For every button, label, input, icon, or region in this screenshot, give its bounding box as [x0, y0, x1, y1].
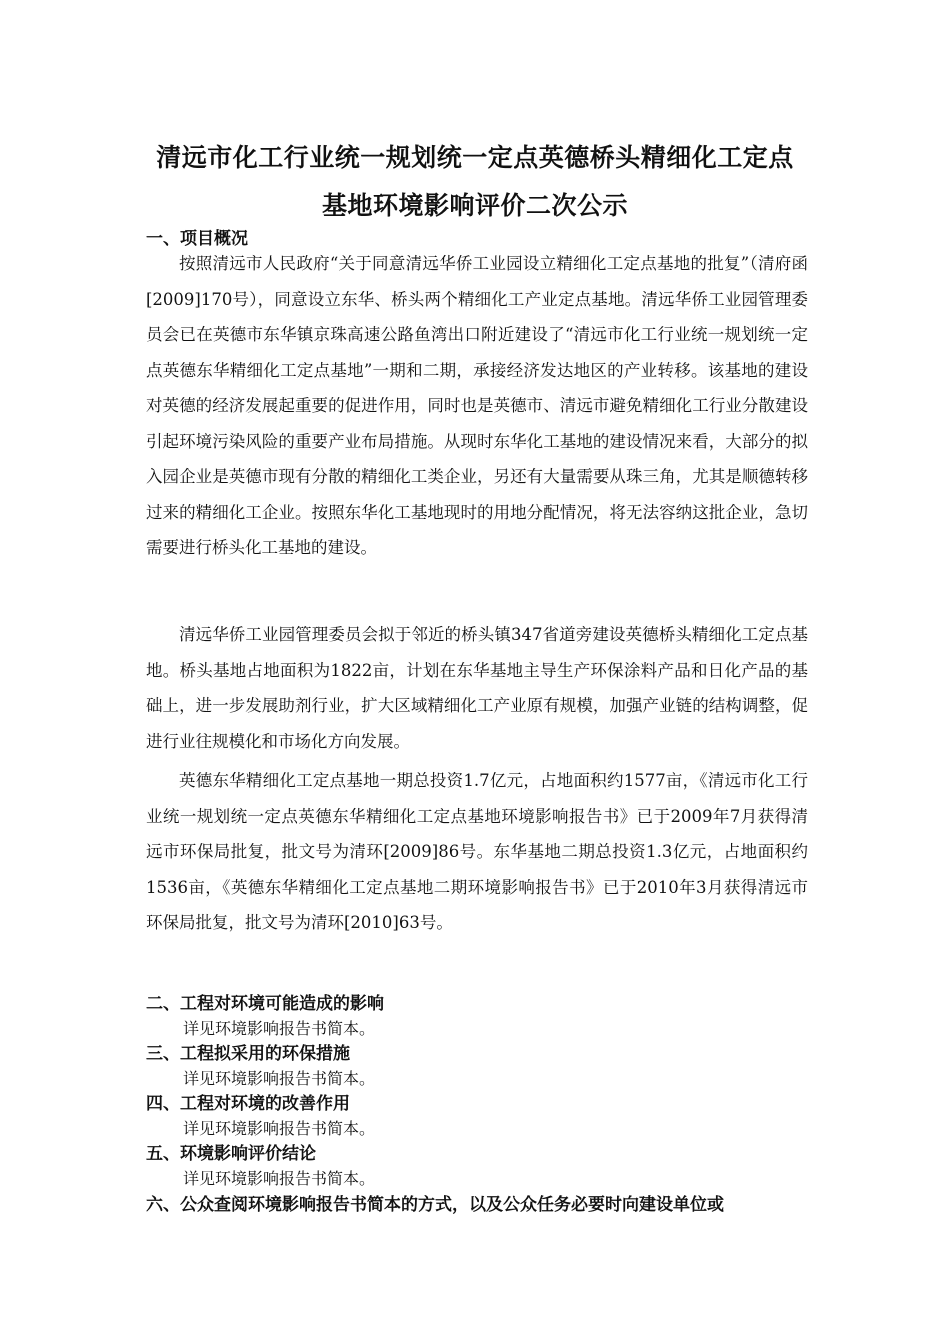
section-2-heading: 二、工程对环境可能造成的影响 — [146, 994, 384, 1014]
section-5-heading: 五、环境影响评价结论 — [146, 1144, 316, 1164]
section-5-body: 详见环境影响报告书简本。 — [183, 1169, 376, 1188]
section-1-heading: 一、项目概况 — [146, 229, 248, 249]
section-4-heading: 四、工程对环境的改善作用 — [146, 1094, 350, 1114]
section-3-body: 详见环境影响报告书简本。 — [183, 1069, 376, 1088]
section-1-paragraph-1: 按照清远市人民政府“关于同意清远华侨工业园设立精细化工定点基地的批复”（清府函[2009]170号），同意设立东华、桥头两个精细化工产业定点基地。清远华侨工业园管理委员会已在英德市东华镇京珠高速公路鱼湾出口附近建设了“清远市化工行业统一规划统一定点英德东华精细化工定点基地”一期和二期，承接经济发达地区的产业转移。该基地的建设对英德的经济发展起重要的促进作用，同时也是英德市、清远市避免精细化工行业分散建设引起环境污染风险的重要产业布局措施。从现时东华化工基地的建设情况来看，大部分的拟入园企业是英德市现有分散的精细化工类企业，另还有大量需要从珠三角，尤其是顺德转移过来的精细化工企业。按照东华化工基地现时的用地分配情况，将无法容纳这批企业，急切需要进行桥头化工基地的建设。 — [146, 254, 808, 557]
document-title-line-1: 清远市化工行业统一规划统一定点英德桥头精细化工定点 — [156, 143, 794, 172]
section-3-heading: 三、工程拟采用的环保措施 — [146, 1044, 350, 1064]
section-6-heading: 六、公众查阅环境影响报告书简本的方式，以及公众任务必要时向建设单位或 — [146, 1195, 724, 1215]
section-1-paragraph-2: 清远华侨工业园管理委员会拟于邻近的桥头镇347省道旁建设英德桥头精细化工定点基地。桥头基地占地面积为1822亩，计划在东华基地主导生产环保涂料产品和日化产品的基础上，进一步发展助剂行业，扩大区域精细化工产业原有规模，加强产业链的结构调整，促进行业往规模化和市场化方向发展。 — [146, 625, 808, 751]
section-1-paragraph-3: 英德东华精细化工定点基地一期总投资1.7亿元，占地面积约1577亩，《清远市化工行业统一规划统一定点英德东华精细化工定点基地环境影响报告书》已于2009年7月获得清远市环保局批复，批文号为清环[2009]86号。东华基地二期总投资1.3亿元，占地面积约1536亩，《英德东华精细化工定点基地二期环境影响报告书》已于2010年3月获得清远市环保局批复，批文号为清环[2010]63号。 — [146, 771, 808, 932]
document-title-line-2: 基地环境影响评价二次公示 — [321, 191, 628, 220]
section-4-body: 详见环境影响报告书简本。 — [183, 1119, 376, 1138]
section-2-body: 详见环境影响报告书简本。 — [183, 1019, 376, 1038]
